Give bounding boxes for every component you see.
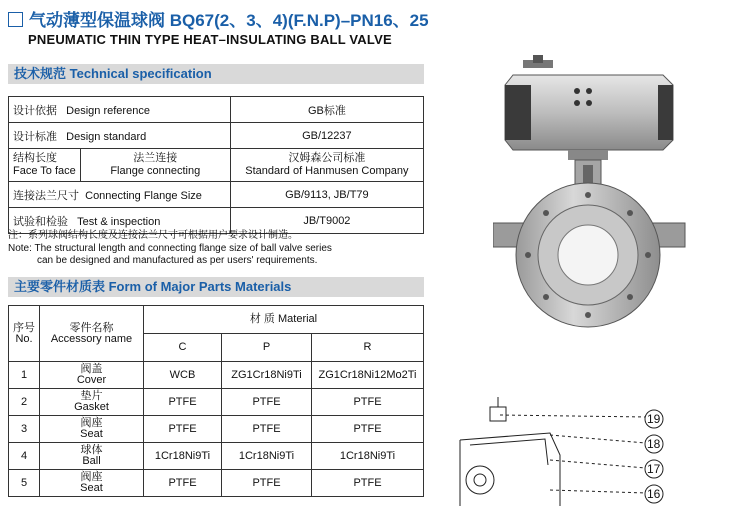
table-row: [9, 97, 424, 123]
cell-r: PTFE: [312, 416, 424, 443]
cell-name: 阀盖 Cover: [40, 362, 144, 389]
spec-value: 汉姆森公司标准 Standard of Hanmusen Company: [230, 149, 423, 182]
cell-name: 阀座 Seat: [40, 470, 144, 497]
page-subtitle: PNEUMATIC THIN TYPE HEAT–INSULATING BALL VALVE: [28, 32, 392, 47]
spec-label: 设计标准 Design standard: [9, 123, 231, 149]
header-p: P: [222, 334, 312, 362]
table-header-row: [9, 306, 424, 334]
spec-table: [8, 96, 424, 234]
cell-r: ZG1Cr18Ni12Mo2Ti: [312, 362, 424, 389]
cell-r: 1Cr18Ni9Ti: [312, 443, 424, 470]
cell-p: ZG1Cr18Ni9Ti: [222, 362, 312, 389]
parts-diagram: [450, 395, 750, 506]
cell-no: 2: [9, 389, 40, 416]
cell-name: 阀座 Seat: [40, 416, 144, 443]
cell-p: PTFE: [222, 470, 312, 497]
cell-name: 垫片 Gasket: [40, 389, 144, 416]
parts-table: [8, 305, 424, 497]
spec-value: JB/T9002: [230, 208, 423, 234]
note-cn: 注：系列球阀结构长度及连接法兰尺寸可根据用户要求设计制造。: [8, 230, 298, 241]
header-material: 材 质 Material: [144, 306, 424, 334]
spec-value: GB/9113, JB/T79: [230, 182, 423, 208]
callout-18: 18: [647, 437, 661, 451]
cell-c: PTFE: [144, 416, 222, 443]
callout-19: 19: [647, 412, 661, 426]
spec-value: GB标准: [230, 97, 423, 123]
page-title: [8, 6, 429, 31]
table-row: [9, 416, 424, 443]
cell-r: PTFE: [312, 389, 424, 416]
cell-c: 1Cr18Ni9Ti: [144, 443, 222, 470]
header-no: 序号 No.: [9, 306, 40, 362]
spec-value: GB/12237: [230, 123, 423, 149]
table-row: [9, 182, 424, 208]
cell-no: 1: [9, 362, 40, 389]
cell-no: 3: [9, 416, 40, 443]
spec-section-header: 技术规范 Technical specification: [8, 64, 424, 84]
cell-no: 5: [9, 470, 40, 497]
parts-section-header: 主要零件材质表 Form of Major Parts Materials: [8, 277, 424, 297]
cell-no: 4: [9, 443, 40, 470]
cell-r: PTFE: [312, 470, 424, 497]
spec-label: 设计依据 Design reference: [9, 97, 231, 123]
cell-c: PTFE: [144, 389, 222, 416]
checkbox-square-icon: [8, 12, 23, 27]
cell-p: 1Cr18Ni9Ti: [222, 443, 312, 470]
note-en-2: can be designed and manufactured as per users' requirements.: [37, 255, 318, 266]
cell-p: PTFE: [222, 416, 312, 443]
table-row: [9, 149, 424, 182]
note-en-1: Note: The structural length and connecting flange size of ball valve series: [8, 243, 332, 254]
callout-16: 16: [647, 487, 661, 501]
cell-name: 球体 Ball: [40, 443, 144, 470]
cell-p: PTFE: [222, 389, 312, 416]
spec-label: 连接法兰尺寸 Connecting Flange Size: [9, 182, 231, 208]
title-cn-text: 气动薄型保温球阀 BQ67(2、3、4)(F.N.P)–PN16、25: [29, 11, 429, 30]
header-r: R: [312, 334, 424, 362]
cell-c: WCB: [144, 362, 222, 389]
table-row: [9, 123, 424, 149]
table-row: [9, 389, 424, 416]
header-c: C: [144, 334, 222, 362]
spec-label: 试验和检验 Test & inspection: [9, 208, 231, 234]
spec-label: 法兰连接 Flange connecting: [80, 149, 230, 182]
callout-17: 17: [647, 462, 661, 476]
cell-c: PTFE: [144, 470, 222, 497]
header-name: 零件名称 Accessory name: [40, 306, 144, 362]
table-row: [9, 362, 424, 389]
table-row: [9, 443, 424, 470]
table-row: [9, 470, 424, 497]
ball-valve-photo: [493, 55, 693, 345]
spec-label: 结构长度 Face To face: [9, 149, 81, 182]
